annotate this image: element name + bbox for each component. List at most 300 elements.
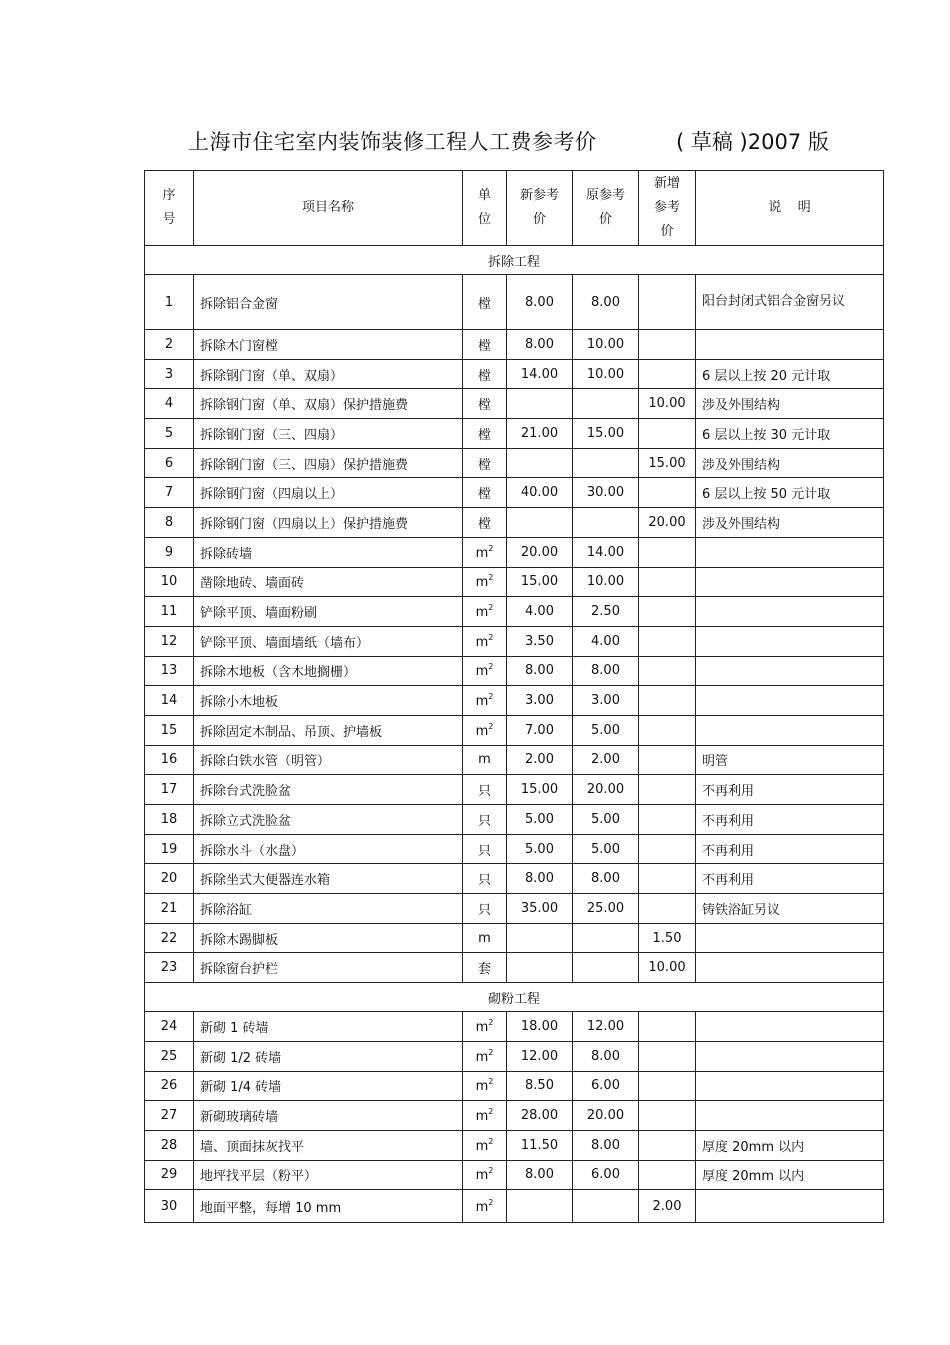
new-ref-price: 3.00 [507, 686, 573, 716]
table-row [145, 275, 884, 330]
row-number: 14 [145, 686, 194, 716]
row-number: 13 [145, 656, 194, 686]
item-name: 铲除平顶、墙面粉刷 [194, 597, 463, 627]
added-ref-price [639, 1160, 696, 1190]
old-ref-price [573, 923, 639, 953]
new-ref-price [507, 923, 573, 953]
item-name: 新砌 1/4 砖墙 [194, 1071, 463, 1101]
row-number: 18 [145, 805, 194, 835]
unit-text: m [478, 752, 491, 768]
item-note [696, 1101, 884, 1131]
old-ref-price: 14.00 [573, 537, 639, 567]
row-number: 29 [145, 1160, 194, 1190]
new-ref-price: 15.00 [507, 567, 573, 597]
title-main: 上海市住宅室内装饰装修工程人工费参考价 [188, 130, 597, 154]
item-note [696, 1041, 884, 1071]
item-name: 拆除水斗（水盘） [194, 834, 463, 864]
unit-text: m [475, 545, 489, 561]
new-ref-price: 5.00 [507, 834, 573, 864]
table-row [145, 923, 884, 953]
price-table [144, 170, 884, 1223]
table-row [145, 656, 884, 686]
item-note: 6 层以上按 20 元计取 [696, 359, 884, 389]
new-ref-price [507, 389, 573, 419]
unit-text: 只 [477, 873, 491, 889]
new-ref-price: 14.00 [507, 359, 573, 389]
title-version: ( 草稿 )2007 版 [676, 130, 829, 154]
unit-text: m [478, 930, 491, 946]
row-number: 27 [145, 1101, 194, 1131]
item-unit [463, 330, 507, 360]
unit-text: 只 [477, 902, 491, 918]
added-ref-price [639, 1101, 696, 1131]
new-ref-price: 8.00 [507, 330, 573, 360]
old-ref-price: 8.00 [573, 656, 639, 686]
new-ref-price [507, 1190, 573, 1223]
item-note [696, 656, 884, 686]
added-ref-price: 1.50 [639, 923, 696, 953]
item-unit [463, 537, 507, 567]
row-number: 26 [145, 1071, 194, 1101]
table-row [145, 1012, 884, 1042]
item-note [696, 686, 884, 716]
old-ref-price [573, 448, 639, 478]
unit-text: m [475, 605, 489, 621]
item-unit [463, 923, 507, 953]
row-number: 16 [145, 745, 194, 775]
old-ref-price [573, 1190, 639, 1223]
added-ref-price [639, 834, 696, 864]
item-name: 拆除固定木制品、吊顶、护墙板 [194, 715, 463, 745]
row-number: 11 [145, 597, 194, 627]
item-name: 拆除台式洗脸盆 [194, 775, 463, 805]
table-row [145, 537, 884, 567]
header-old-ref: 原参考价 [573, 171, 639, 246]
unit-text: m [475, 1109, 489, 1125]
unit-text: m [475, 1138, 489, 1154]
old-ref-price: 5.00 [573, 715, 639, 745]
item-unit [463, 508, 507, 538]
unit-text: 套 [477, 962, 491, 978]
unit-text: 只 [477, 813, 491, 829]
added-ref-price [639, 656, 696, 686]
row-number: 12 [145, 626, 194, 656]
header-new-ref: 新参考价 [507, 171, 573, 246]
item-name: 拆除小木地板 [194, 686, 463, 716]
old-ref-price: 2.50 [573, 597, 639, 627]
unit-text: m [475, 1019, 489, 1035]
old-ref-price: 2.00 [573, 745, 639, 775]
old-ref-price: 6.00 [573, 1160, 639, 1190]
row-number: 9 [145, 537, 194, 567]
item-note: 阳台封闭式铝合金窗另议 [696, 275, 884, 330]
new-ref-price: 21.00 [507, 419, 573, 449]
added-ref-price [639, 597, 696, 627]
new-ref-price: 28.00 [507, 1101, 573, 1131]
old-ref-price: 10.00 [573, 567, 639, 597]
item-name: 拆除坐式大便器连水箱 [194, 864, 463, 894]
item-note: 不再利用 [696, 805, 884, 835]
unit-superscript: 2 [488, 1077, 494, 1087]
added-ref-price [639, 715, 696, 745]
added-ref-price: 15.00 [639, 448, 696, 478]
unit-text: m [475, 1199, 489, 1215]
row-number: 17 [145, 775, 194, 805]
item-name: 新砌玻璃砖墙 [194, 1101, 463, 1131]
unit-text: 樘 [477, 516, 491, 532]
item-note [696, 953, 884, 983]
table-row [145, 448, 884, 478]
new-ref-price: 8.00 [507, 656, 573, 686]
item-unit [463, 1012, 507, 1042]
table-row [145, 597, 884, 627]
unit-text: m [475, 694, 489, 710]
item-note: 涉及外围结构 [696, 389, 884, 419]
old-ref-price: 20.00 [573, 1101, 639, 1131]
item-name: 拆除木踢脚板 [194, 923, 463, 953]
new-ref-price [507, 448, 573, 478]
old-ref-price: 8.00 [573, 1041, 639, 1071]
header-note: 说 明 [696, 171, 884, 246]
added-ref-price [639, 745, 696, 775]
added-ref-price [639, 1071, 696, 1101]
new-ref-price: 3.50 [507, 626, 573, 656]
item-unit [463, 775, 507, 805]
item-unit [463, 1130, 507, 1160]
item-name: 拆除窗台护栏 [194, 953, 463, 983]
item-note [696, 597, 884, 627]
section-title: 拆除工程 [145, 246, 884, 275]
item-unit [463, 834, 507, 864]
unit-superscript: 2 [488, 573, 494, 583]
old-ref-price: 12.00 [573, 1012, 639, 1042]
row-number: 10 [145, 567, 194, 597]
item-unit [463, 953, 507, 983]
item-note [696, 715, 884, 745]
new-ref-price: 35.00 [507, 894, 573, 924]
unit-text: m [475, 723, 489, 739]
row-number: 22 [145, 923, 194, 953]
added-ref-price: 10.00 [639, 953, 696, 983]
row-number: 5 [145, 419, 194, 449]
unit-text: m [475, 1168, 489, 1184]
added-ref-price [639, 864, 696, 894]
item-name: 铲除平顶、墙面墙纸（墙布） [194, 626, 463, 656]
old-ref-price: 20.00 [573, 775, 639, 805]
old-ref-price: 5.00 [573, 834, 639, 864]
added-ref-price [639, 330, 696, 360]
item-unit [463, 567, 507, 597]
row-number: 24 [145, 1012, 194, 1042]
unit-text: 樘 [477, 457, 491, 473]
item-unit [463, 656, 507, 686]
added-ref-price: 2.00 [639, 1190, 696, 1223]
table-row [145, 508, 884, 538]
unit-text: 只 [477, 784, 491, 800]
table-row [145, 834, 884, 864]
item-unit [463, 1071, 507, 1101]
added-ref-price [639, 275, 696, 330]
added-ref-price [639, 775, 696, 805]
item-unit [463, 359, 507, 389]
added-ref-price [639, 419, 696, 449]
new-ref-price: 2.00 [507, 745, 573, 775]
table-row [145, 953, 884, 983]
unit-superscript: 2 [488, 1197, 494, 1207]
unit-text: m [475, 575, 489, 591]
item-name: 拆除钢门窗（四扇以上） [194, 478, 463, 508]
row-number: 7 [145, 478, 194, 508]
item-name: 墙、顶面抹灰找平 [194, 1130, 463, 1160]
added-ref-price: 10.00 [639, 389, 696, 419]
item-unit [463, 715, 507, 745]
row-number: 21 [145, 894, 194, 924]
old-ref-price: 25.00 [573, 894, 639, 924]
unit-text: 樘 [477, 398, 491, 414]
item-name: 拆除铝合金窗 [194, 275, 463, 330]
added-ref-price [639, 567, 696, 597]
item-name: 拆除钢门窗（三、四扇）保护措施费 [194, 448, 463, 478]
new-ref-price: 7.00 [507, 715, 573, 745]
new-ref-price: 18.00 [507, 1012, 573, 1042]
row-number: 2 [145, 330, 194, 360]
old-ref-price [573, 508, 639, 538]
new-ref-price [507, 508, 573, 538]
table-row [145, 1041, 884, 1071]
unit-text: 樘 [477, 296, 491, 312]
table-row [145, 1071, 884, 1101]
added-ref-price [639, 359, 696, 389]
item-name: 地坪找平层（粉平） [194, 1160, 463, 1190]
new-ref-price: 20.00 [507, 537, 573, 567]
old-ref-price: 6.00 [573, 1071, 639, 1101]
new-ref-price: 5.00 [507, 805, 573, 835]
item-unit [463, 275, 507, 330]
new-ref-price: 12.00 [507, 1041, 573, 1071]
unit-text: m [475, 1079, 489, 1095]
item-note [696, 567, 884, 597]
item-name: 地面平整，每增 10 mm [194, 1190, 463, 1223]
table-row [145, 626, 884, 656]
item-unit [463, 478, 507, 508]
item-unit [463, 1190, 507, 1223]
item-name: 拆除白铁水管（明管） [194, 745, 463, 775]
item-unit [463, 1041, 507, 1071]
item-name: 拆除木地板（含木地搁栅） [194, 656, 463, 686]
item-name: 拆除钢门窗（三、四扇） [194, 419, 463, 449]
table-row [145, 775, 884, 805]
item-note: 涉及外围结构 [696, 448, 884, 478]
item-unit [463, 419, 507, 449]
item-unit [463, 626, 507, 656]
row-number: 19 [145, 834, 194, 864]
header-added-ref: 新增参考价 [639, 171, 696, 246]
item-note: 涉及外围结构 [696, 508, 884, 538]
table-row [145, 567, 884, 597]
item-note: 6 层以上按 30 元计取 [696, 419, 884, 449]
item-note: 明管 [696, 745, 884, 775]
item-note: 不再利用 [696, 864, 884, 894]
table-row [145, 478, 884, 508]
item-unit [463, 745, 507, 775]
header-row [145, 171, 884, 246]
old-ref-price: 8.00 [573, 275, 639, 330]
item-note: 铸铁浴缸另议 [696, 894, 884, 924]
added-ref-price [639, 478, 696, 508]
table-row [145, 1190, 884, 1223]
item-name: 拆除钢门窗（单、双扇）保护措施费 [194, 389, 463, 419]
unit-text: 樘 [477, 368, 491, 384]
added-ref-price [639, 537, 696, 567]
table-row [145, 805, 884, 835]
row-number: 28 [145, 1130, 194, 1160]
unit-superscript: 2 [488, 1047, 494, 1057]
item-note: 厚度 20mm 以内 [696, 1130, 884, 1160]
item-name: 拆除砖墙 [194, 537, 463, 567]
table-row [145, 1160, 884, 1190]
item-note: 不再利用 [696, 775, 884, 805]
item-unit [463, 1160, 507, 1190]
old-ref-price: 8.00 [573, 864, 639, 894]
item-note [696, 1012, 884, 1042]
item-name: 新砌 1/2 砖墙 [194, 1041, 463, 1071]
item-note [696, 923, 884, 953]
old-ref-price: 30.00 [573, 478, 639, 508]
added-ref-price [639, 1012, 696, 1042]
old-ref-price [573, 953, 639, 983]
unit-text: 樘 [477, 487, 491, 503]
row-number: 1 [145, 275, 194, 330]
item-name: 凿除地砖、墙面砖 [194, 567, 463, 597]
new-ref-price: 11.50 [507, 1130, 573, 1160]
item-note [696, 626, 884, 656]
added-ref-price [639, 1041, 696, 1071]
table-row [145, 330, 884, 360]
table-row [145, 745, 884, 775]
table-row [145, 686, 884, 716]
item-unit [463, 686, 507, 716]
added-ref-price [639, 626, 696, 656]
unit-text: m [475, 634, 489, 650]
document-title [0, 126, 950, 160]
unit-superscript: 2 [488, 692, 494, 702]
row-number: 3 [145, 359, 194, 389]
row-number: 20 [145, 864, 194, 894]
unit-text: m [475, 1049, 489, 1065]
row-number: 4 [145, 389, 194, 419]
added-ref-price [639, 686, 696, 716]
item-note: 6 层以上按 50 元计取 [696, 478, 884, 508]
new-ref-price: 8.00 [507, 1160, 573, 1190]
item-name: 拆除钢门窗（单、双扇） [194, 359, 463, 389]
unit-superscript: 2 [488, 1107, 494, 1117]
table-row [145, 419, 884, 449]
table-row [145, 389, 884, 419]
row-number: 6 [145, 448, 194, 478]
item-note [696, 537, 884, 567]
row-number: 15 [145, 715, 194, 745]
item-name: 拆除立式洗脸盆 [194, 805, 463, 835]
item-note: 不再利用 [696, 834, 884, 864]
item-note [696, 1190, 884, 1223]
table-row [145, 894, 884, 924]
unit-text: 樘 [477, 427, 491, 443]
item-name: 拆除木门窗樘 [194, 330, 463, 360]
old-ref-price: 4.00 [573, 626, 639, 656]
added-ref-price [639, 894, 696, 924]
old-ref-price [573, 389, 639, 419]
item-unit [463, 389, 507, 419]
item-name: 拆除钢门窗（四扇以上）保护措施费 [194, 508, 463, 538]
new-ref-price: 40.00 [507, 478, 573, 508]
item-unit [463, 864, 507, 894]
item-unit [463, 1101, 507, 1131]
row-number: 23 [145, 953, 194, 983]
header-seq: 序号 [145, 171, 194, 246]
unit-superscript: 2 [488, 603, 494, 613]
unit-superscript: 2 [488, 1166, 494, 1176]
row-number: 30 [145, 1190, 194, 1223]
new-ref-price: 4.00 [507, 597, 573, 627]
item-note [696, 1071, 884, 1101]
item-name: 拆除浴缸 [194, 894, 463, 924]
added-ref-price [639, 805, 696, 835]
table-row [145, 359, 884, 389]
item-note [696, 330, 884, 360]
added-ref-price [639, 1130, 696, 1160]
unit-superscript: 2 [488, 1136, 494, 1146]
row-number: 8 [145, 508, 194, 538]
unit-text: 樘 [477, 338, 491, 354]
old-ref-price: 10.00 [573, 359, 639, 389]
item-note: 厚度 20mm 以内 [696, 1160, 884, 1190]
unit-text: m [475, 664, 489, 680]
old-ref-price: 15.00 [573, 419, 639, 449]
added-ref-price: 20.00 [639, 508, 696, 538]
row-number: 25 [145, 1041, 194, 1071]
unit-superscript: 2 [488, 662, 494, 672]
item-unit [463, 805, 507, 835]
item-unit [463, 448, 507, 478]
section-title: 砌粉工程 [145, 983, 884, 1012]
new-ref-price: 8.50 [507, 1071, 573, 1101]
item-unit [463, 894, 507, 924]
old-ref-price: 3.00 [573, 686, 639, 716]
item-name: 新砌 1 砖墙 [194, 1012, 463, 1042]
section-row [145, 246, 884, 275]
new-ref-price: 8.00 [507, 275, 573, 330]
old-ref-price: 8.00 [573, 1130, 639, 1160]
header-unit: 单位 [463, 171, 507, 246]
header-name: 项目名称 [194, 171, 463, 246]
table-row [145, 864, 884, 894]
new-ref-price [507, 953, 573, 983]
unit-superscript: 2 [488, 1017, 494, 1027]
table-row [145, 715, 884, 745]
old-ref-price: 5.00 [573, 805, 639, 835]
unit-superscript: 2 [488, 632, 494, 642]
item-unit [463, 597, 507, 627]
section-row [145, 983, 884, 1012]
table-row [145, 1130, 884, 1160]
table-row [145, 1101, 884, 1131]
new-ref-price: 8.00 [507, 864, 573, 894]
unit-superscript: 2 [488, 721, 494, 731]
old-ref-price: 10.00 [573, 330, 639, 360]
unit-text: 只 [477, 843, 491, 859]
unit-superscript: 2 [488, 543, 494, 553]
new-ref-price: 15.00 [507, 775, 573, 805]
